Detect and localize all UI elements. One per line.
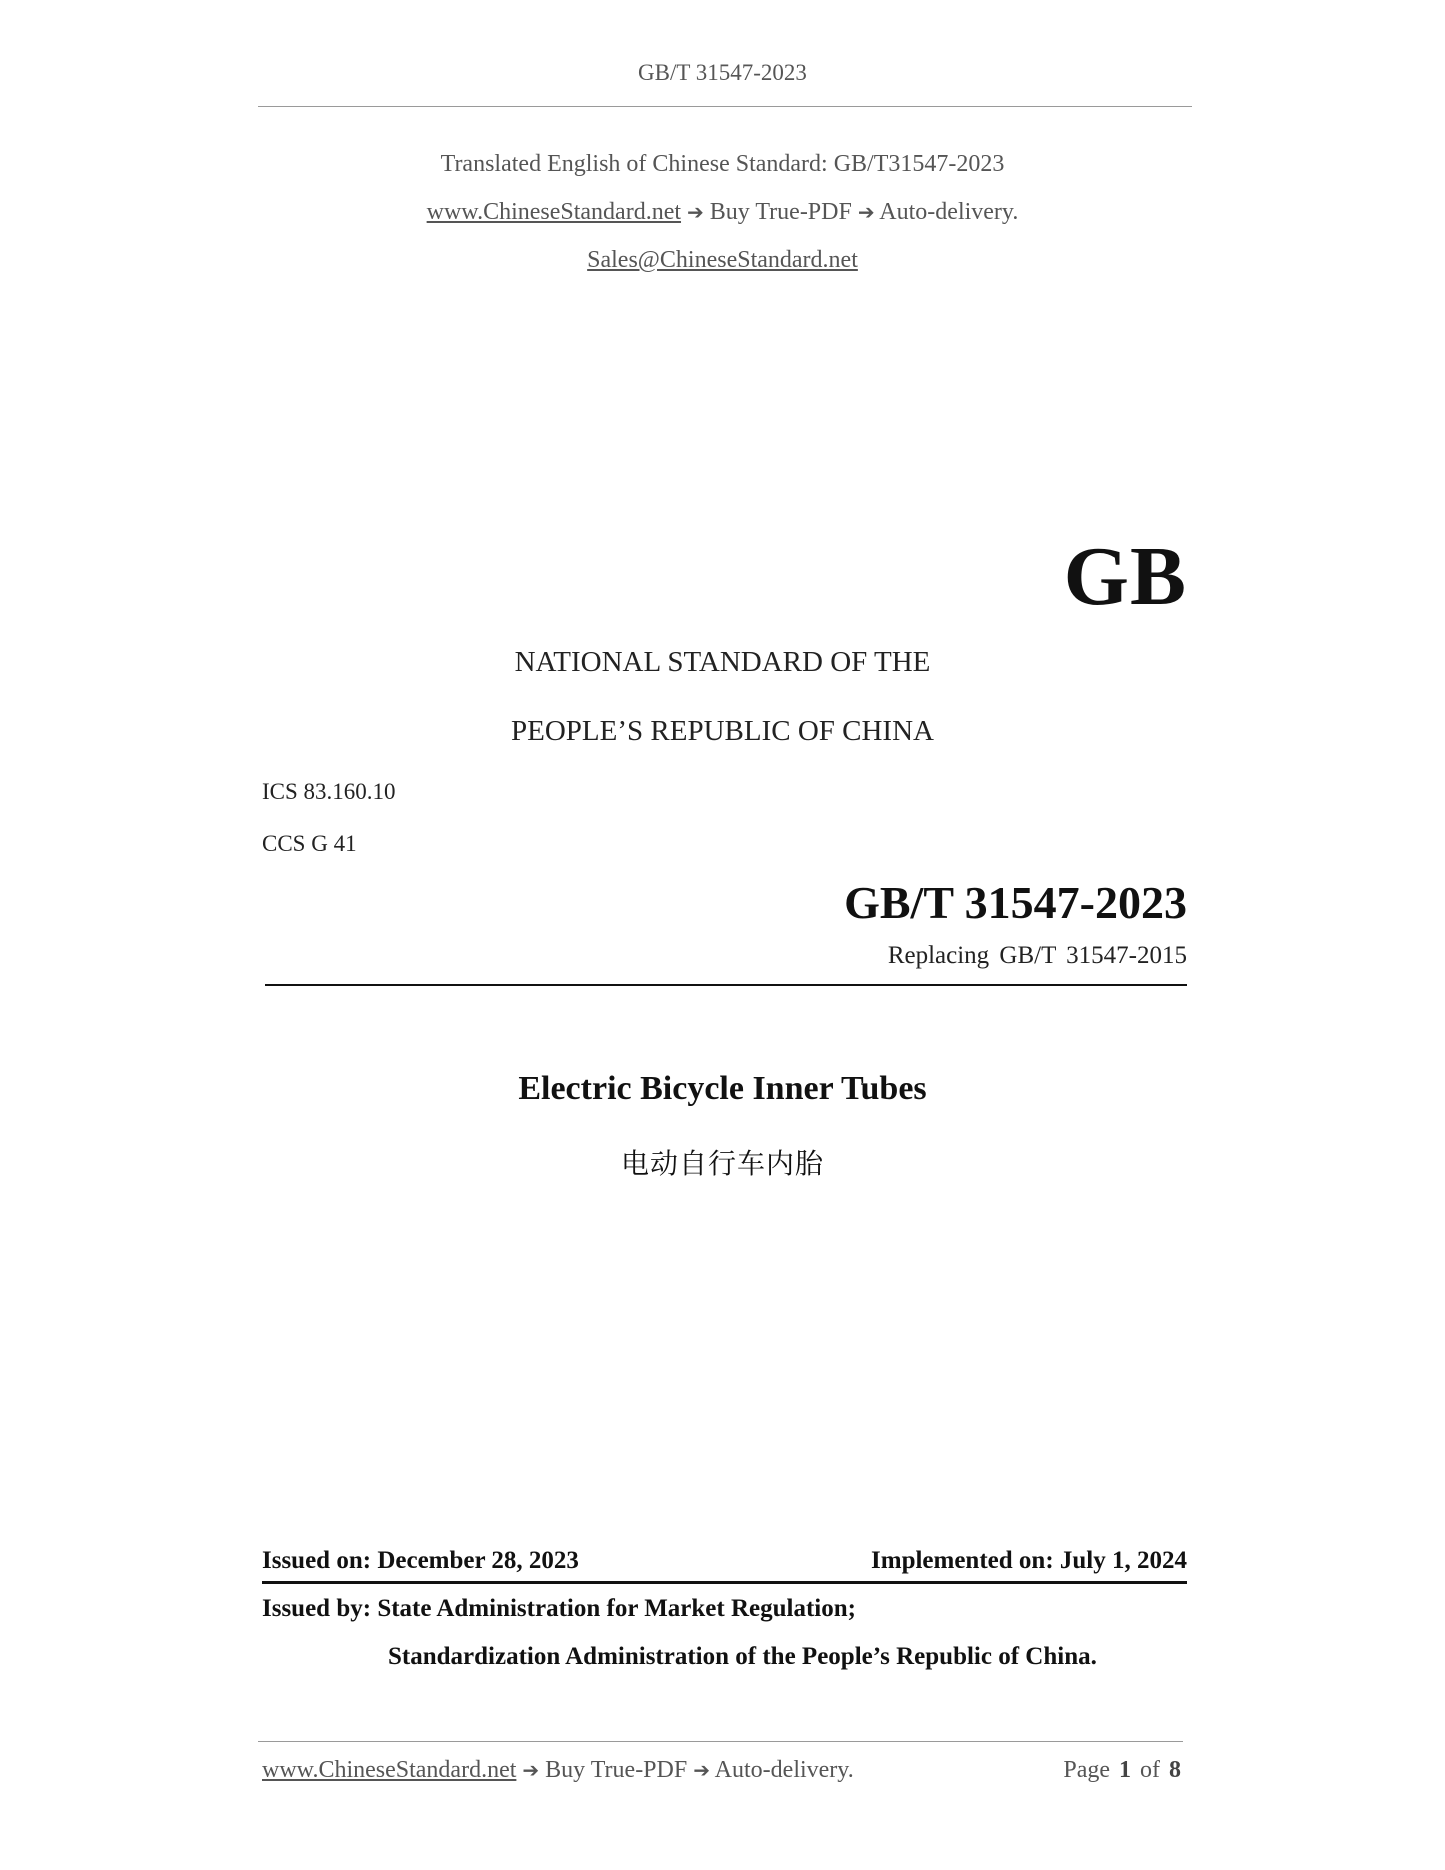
site-link[interactable]: www.ChineseStandard.net [426,199,682,225]
footer-site-link[interactable]: www.ChineseStandard.net [262,1757,517,1783]
purchase-line [0,199,1445,226]
buy-text: Buy True-PDF [709,199,852,225]
national-standard-line1: NATIONAL STANDARD OF THE [514,646,931,678]
translation-notice: Translated English of Chinese Standard: GB/T31547-2023 [440,151,1005,177]
cover-divider [265,984,1187,986]
replacing-standard: Replacing GB/T 31547-2015 [887,942,1187,969]
title-chinese: 电动自行车内胎 [620,1147,824,1180]
gb-mark: GB [1063,530,1187,623]
footer-buy-text: Buy True-PDF [545,1757,688,1783]
right-arrow-icon: ➔ [693,1758,710,1782]
issued-on: Issued on: December 28, 2023 [262,1547,579,1574]
title-english: Electric Bicycle Inner Tubes [518,1070,927,1107]
right-arrow-icon: ➔ [687,200,704,224]
delivery-text: Auto-delivery. [879,199,1019,225]
national-standard-line2: PEOPLE’S REPUBLIC OF CHINA [511,715,934,747]
email-link[interactable]: Sales@ChineseStandard.net [587,247,858,273]
issue-divider [262,1581,1187,1584]
standard-number: GB/T 31547-2023 [844,877,1187,928]
footer-delivery-text: Auto-delivery. [714,1757,854,1783]
implemented-on: Implemented on: July 1, 2024 [871,1547,1187,1574]
ccs-code: CCS G 41 [262,831,357,856]
footer-purchase-line [262,1757,854,1784]
header-divider [258,106,1192,107]
issued-by: Issued by: State Administration for Market Regulation; [262,1595,856,1622]
right-arrow-icon: ➔ [857,200,875,224]
footer-divider [258,1741,1183,1742]
page-indicator [1063,1757,1181,1784]
email-line [0,247,1445,274]
of-label: of [1140,1757,1160,1783]
running-header: GB/T 31547-2023 [638,60,807,85]
page-label: Page [1063,1757,1110,1783]
issued-by-second: Standardization Administration of the People’s Republic of China. [388,1643,1097,1670]
right-arrow-icon: ➔ [522,1758,540,1782]
ics-code: ICS 83.160.10 [262,779,396,804]
page-number: 1 [1119,1757,1131,1783]
page-total: 8 [1169,1757,1181,1783]
